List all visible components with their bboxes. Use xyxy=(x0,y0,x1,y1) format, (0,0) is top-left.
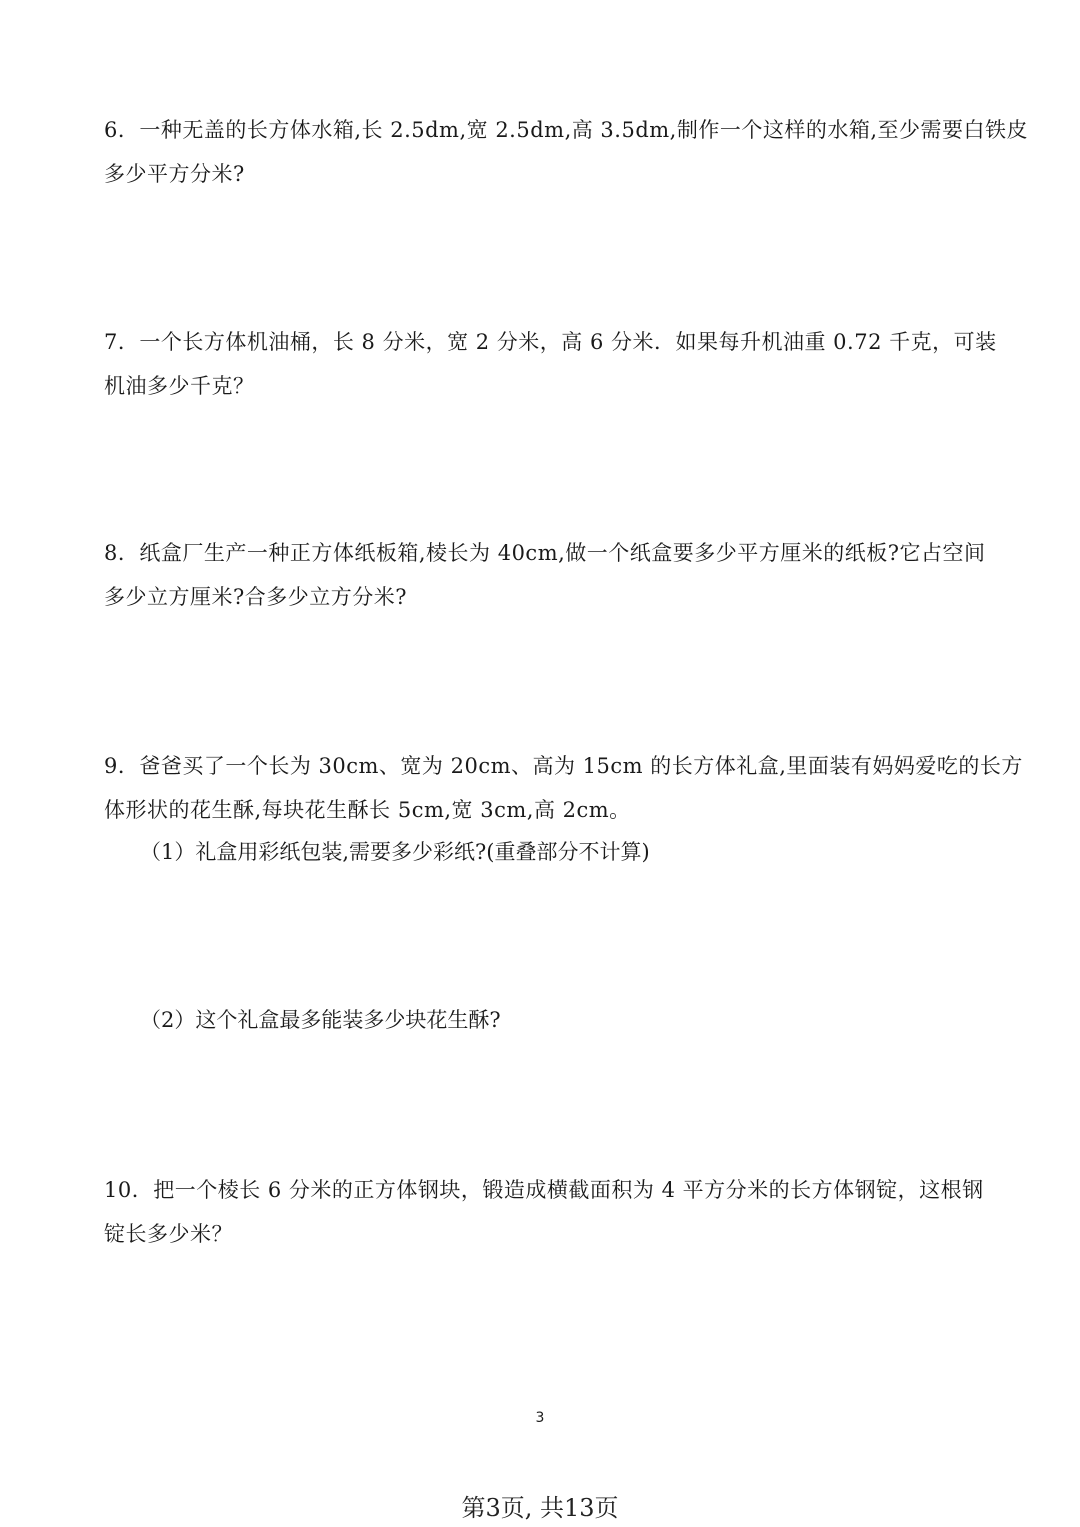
question-9-sub-2: （2）这个礼盒最多能装多少块花生酥? xyxy=(140,1008,501,1032)
page-number: 3 xyxy=(535,1410,545,1426)
question-8 xyxy=(104,531,984,619)
question-9-line-1: 9．爸爸买了一个长为 30cm、宽为 20cm、高为 15cm 的长方体礼盒,里面装有妈妈爱吃的长方 xyxy=(104,754,1023,778)
question-7-line-1: 7．一个长方体机油桶，长 8 分米，宽 2 分米，高 6 分米．如果每升机油重 0.72 千克，可装 xyxy=(104,330,997,354)
page-footer: 第3页, 共13页 xyxy=(461,1494,619,1522)
question-7 xyxy=(104,320,997,408)
question-8-line-1: 8．纸盒厂生产一种正方体纸板箱,棱长为 40cm,做一个纸盒要多少平方厘米的纸板?它占空间 xyxy=(104,541,986,565)
question-9 xyxy=(104,744,1023,832)
question-7-line-2: 机油多少千克？ xyxy=(104,374,255,398)
question-10-line-1: 10．把一个棱长 6 分米的正方体钢块，锻造成横截面积为 4 平方分米的长方体钢锭，这根钢 xyxy=(104,1178,984,1202)
question-9-sub-1: （1）礼盒用彩纸包装,需要多少彩纸?(重叠部分不计算) xyxy=(140,840,650,864)
question-10-line-2: 锭长多少米？ xyxy=(104,1222,233,1246)
question-8-line-2: 多少立方厘米?合多少立方分米? xyxy=(104,585,408,609)
question-6-line-1: 6．一种无盖的长方体水箱,长 2.5dm,宽 2.5dm,高 3.5dm,制作一个这样的水箱,至少需要白铁皮 xyxy=(104,118,1029,142)
question-6 xyxy=(104,108,1029,196)
question-9-line-2: 体形状的花生酥,每块花生酥长 5cm,宽 3cm,高 2cm。 xyxy=(104,798,631,822)
question-6-line-2: 多少平方分米? xyxy=(104,162,245,186)
question-10 xyxy=(104,1168,984,1256)
